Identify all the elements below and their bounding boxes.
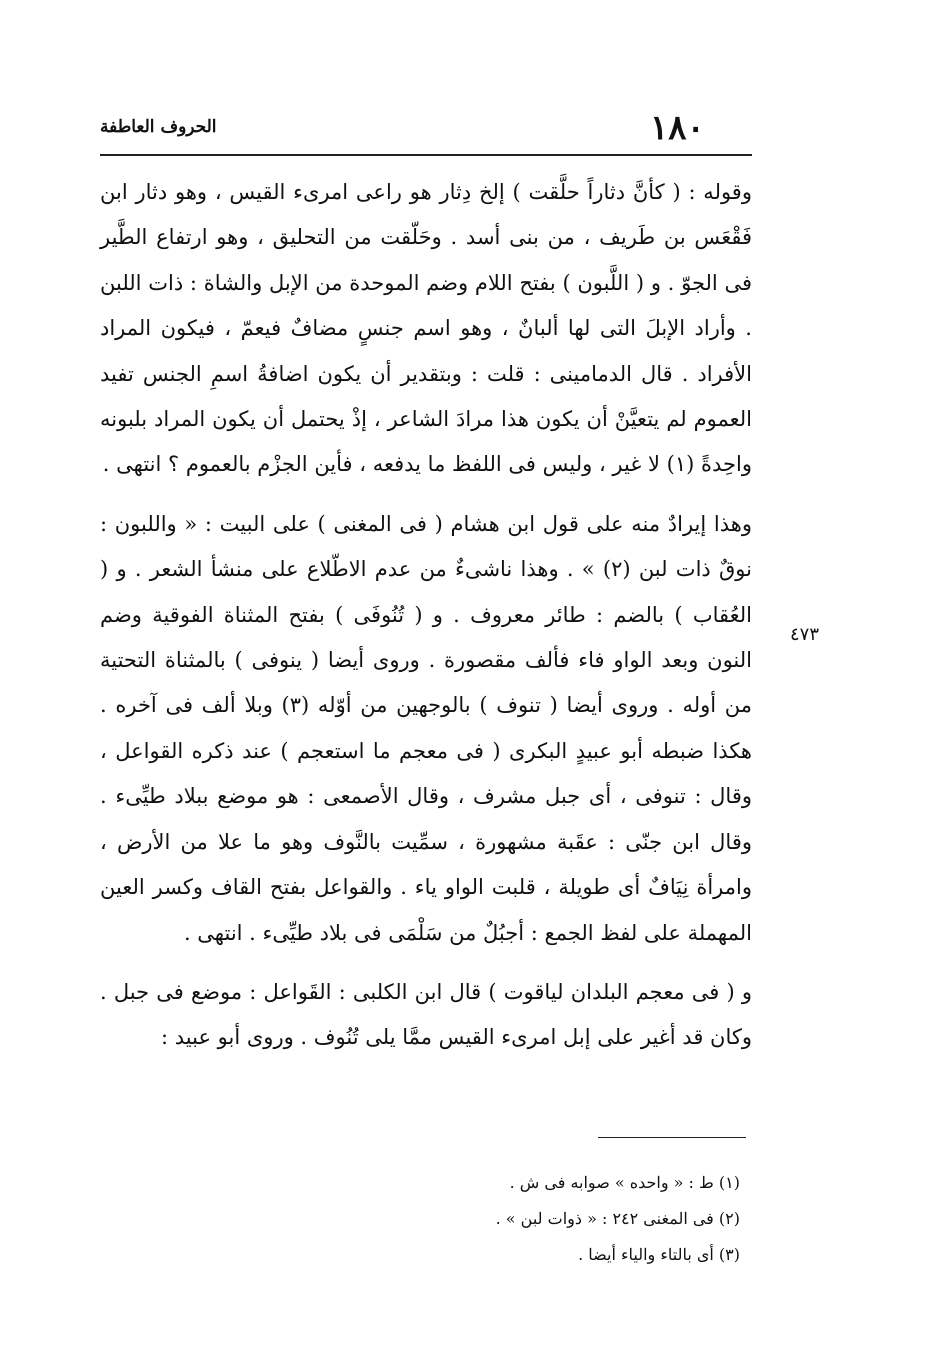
footnote-3: (٣) أى بالتاء والياء أيضا .	[578, 1245, 740, 1264]
body-text	[100, 170, 752, 1061]
footnote-1: (١) ط : « واحده » صوابه فى ش .	[509, 1173, 740, 1192]
paragraph-2: وهذا إيرادٌ منه على قول ابن هشام ( فى المغنى ) على البيت : « واللبون : نوقٌ ذات لبن (٢) » . وهذا ناشىءٌ من عدم الاطّلاع على منشأ الشعر . و ( العُقاب ) بالضم : طائر معروف . و ( تُنُوفَى ) بفتح المثناة الفوقية وضم النون وبعد الواو فاء فألف مقصورة . وروى أيضا ( ينوفى ) بالمثناة التحتية من أوله . وروى أيضا ( تنوف ) بالوجهين من أوّله (٣) وبلا ألف فى آخره . هكذا ضبطه أبو عبيدٍ البكرى ( فى معجم ما استعجم ) عند ذكره القواعل ، وقال : تنوفى ، أى جبل مشرف ، وقال الأصمعى : هو موضع ببلاد طيِّىء . وقال ابن جنّى : عقَبة مشهورة ، سمِّيت بالنَّوف وهو ما علا من الأرض ، وامرأة نِيَافٌ أى طويلة ، قلبت الواو ياء . والقواعل بفتح القاف وكسر العين المهملة على لفظ الجمع : أجبُلٌ من سَلْمَى فى بلاد طيِّىء . انتهى .	[100, 511, 752, 945]
running-title: الحروف العاطفة	[100, 117, 217, 137]
footnote-rule	[598, 1137, 746, 1138]
footnotes	[380, 1165, 740, 1273]
page-number: ١٨٠	[650, 108, 705, 148]
header-rule	[100, 154, 752, 156]
paragraph-1: وقوله : ( كأنَّ دثاراً حلَّقت ) إلخ دِثار هو راعى امرىء القيس ، وهو دثار ابن فَقْعَس بن طَريف ، من بنى أسد . وحَلّقت من التحليق ، وهو ارتفاع الطَّير فى الجوّ . و ( اللَّبون ) بفتح اللام وضم الموحدة من الإبل والشاة : ذات اللبن . وأراد الإبلَ التى لها ألبانٌ ، وهو اسم جنسٍ مضافٌ فيعمّ ، فيكون المراد الأفراد . قال الدمامينى : قلت : وبتقدير أن يكون اضافةُ اسمِ الجنس تفيد العموم لم يتعيَّنْ أن يكون هذا مرادَ الشاعر ، إذْ يحتمل أن يكون المراد بلبونه واحِدةً (١) لا غير ، وليس فى اللفظ ما يدفعه ، فأين الجزْم بالعموم ؟ انتهى .	[100, 180, 752, 477]
margin-reference-number: ٤٧٣	[790, 624, 820, 645]
footnote-2: (٢) فى المغنى ٢٤٢ : « ذوات لبن » .	[495, 1209, 740, 1228]
paragraph-3: و ( فى معجم البلدان لياقوت ) قال ابن الكلبى : القَواعل : موضع فى جبل . وكان قد أغير على إبل امرىء القيس ممَّا يلى تُنُوف . وروى أبو عبيد :	[100, 979, 752, 1050]
